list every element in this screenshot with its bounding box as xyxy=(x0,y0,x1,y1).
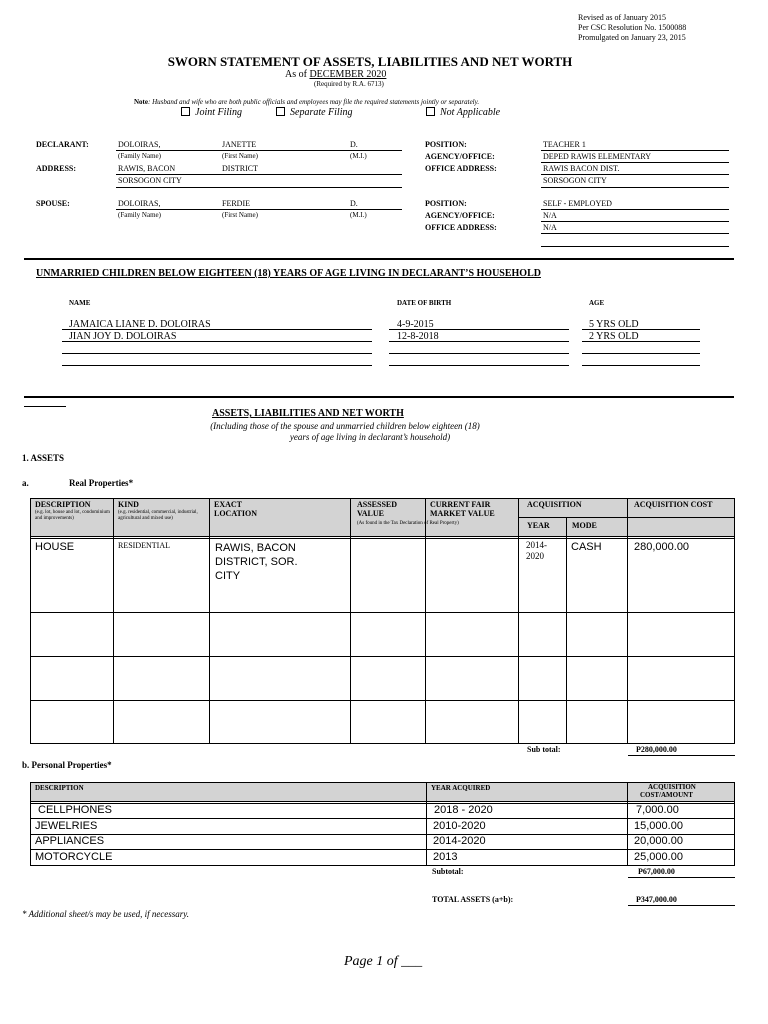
pp-cost: 15,000.00 xyxy=(634,820,683,832)
personal-properties-header-bg xyxy=(30,782,734,801)
promulgation-line: Promulgated on January 23, 2015 xyxy=(578,33,686,42)
declarant-family-name: DOLOIRAS, xyxy=(118,140,161,149)
th-location-2: LOCATION xyxy=(214,509,257,518)
resolution-line: Per CSC Resolution No. 1500088 xyxy=(578,23,687,32)
table-border xyxy=(30,612,735,613)
real-location-line: DISTRICT, SOR. xyxy=(215,556,298,568)
total-underline xyxy=(628,905,735,906)
section-divider xyxy=(24,258,734,260)
first-name-caption: (First Name) xyxy=(222,211,258,219)
real-mode: CASH xyxy=(571,541,602,553)
th-cost: ACQUISITION COST xyxy=(634,500,713,509)
agency-label: AGENCY/OFFICE: xyxy=(425,152,495,161)
child-row-line xyxy=(389,329,569,330)
declarant-position: TEACHER 1 xyxy=(543,140,586,149)
table-border xyxy=(425,498,426,743)
table-border xyxy=(350,498,351,743)
filing-option-label: Not Applicable xyxy=(440,107,501,118)
th-fair-1: CURRENT FAIR xyxy=(430,500,491,509)
child-row-line xyxy=(582,353,700,354)
table-border xyxy=(734,498,735,743)
table-border xyxy=(30,700,735,701)
filing-option-not-applicable[interactable] xyxy=(426,107,500,118)
pp-cost: 25,000.00 xyxy=(634,851,683,863)
agency-line xyxy=(541,221,729,222)
real-year xyxy=(526,540,547,562)
child-row-line xyxy=(582,365,700,366)
table-border xyxy=(30,536,735,537)
child-row-line xyxy=(62,365,372,366)
th-assessed-1: ASSESSED xyxy=(357,500,398,509)
table-border xyxy=(30,782,31,865)
declarant-name-line xyxy=(116,150,402,151)
footnote: * Additional sheet/s may be used, if necessary. xyxy=(22,909,190,919)
table-border xyxy=(426,782,427,865)
as-of-date: DECEMBER 2020 xyxy=(309,69,387,80)
child-row-line xyxy=(389,341,569,342)
table-border xyxy=(113,498,114,743)
address-label: ADDRESS: xyxy=(36,164,77,173)
pp-th-description: DESCRIPTION xyxy=(35,784,84,792)
real-subtotal-label: Sub total: xyxy=(527,745,561,754)
declarant-first-name: JANETTE xyxy=(222,140,257,149)
short-rule xyxy=(24,406,66,407)
real-year-line: 2020 xyxy=(526,551,544,561)
children-heading: UNMARRIED CHILDREN BELOW EIGHTEEN (18) YEARS OF AGE LIVING IN DECLARANT’S HOUSEHOLD xyxy=(36,268,541,279)
family-name-caption: (Family Name) xyxy=(118,211,161,219)
declarant-mi: D. xyxy=(350,140,358,149)
real-properties-letter: a. xyxy=(22,478,29,488)
office-address-line xyxy=(541,233,729,234)
section-divider xyxy=(24,396,734,398)
spouse-agency: N/A xyxy=(543,211,557,220)
children-name-header: NAME xyxy=(69,299,91,307)
table-border xyxy=(627,498,628,743)
table-border xyxy=(30,865,735,866)
pp-description: MOTORCYCLE xyxy=(35,851,113,863)
filing-option-joint[interactable] xyxy=(181,107,242,118)
real-cost: 280,000.00 xyxy=(634,541,690,553)
as-of-label: As of xyxy=(285,69,307,80)
spouse-name-line xyxy=(116,209,402,210)
real-location-line: RAWIS, BACON xyxy=(215,542,296,554)
first-name-caption: (First Name) xyxy=(222,152,258,160)
th-description-sub: (e.g. lot, house and lot, condominium and improvements) xyxy=(35,510,110,521)
real-kind: RESIDENTIAL xyxy=(118,541,170,550)
position-line xyxy=(541,150,729,151)
pp-year: 2014-2020 xyxy=(433,835,486,847)
alnw-heading: ASSETS, LIABILITIES AND NET WORTH xyxy=(212,408,404,419)
pp-th-cost-2: COST/AMOUNT xyxy=(640,791,693,799)
position-label: POSITION: xyxy=(425,199,467,208)
child-row-line xyxy=(389,353,569,354)
checkbox-icon[interactable] xyxy=(426,107,435,116)
pp-description: APPLIANCES xyxy=(35,835,105,847)
pp-description: JEWELRIES xyxy=(35,820,98,832)
position-line xyxy=(541,209,729,210)
table-border xyxy=(30,498,31,743)
total-assets-label: TOTAL ASSETS (a+b): xyxy=(432,895,514,904)
table-border xyxy=(209,498,210,743)
address-line-2 xyxy=(116,187,402,188)
pp-th-cost-1: ACQUISITION xyxy=(648,783,696,791)
th-description: DESCRIPTION xyxy=(35,500,91,509)
address-line-1 xyxy=(116,174,402,175)
child-row-line xyxy=(62,329,372,330)
office-address-line-1 xyxy=(541,174,729,175)
table-border xyxy=(30,498,735,499)
table-border xyxy=(518,498,519,743)
child-name: JIAN JOY D. DOLOIRAS xyxy=(69,331,177,342)
agency-label: AGENCY/OFFICE: xyxy=(425,211,495,220)
child-age: 5 YRS OLD xyxy=(589,319,639,330)
table-border xyxy=(30,801,735,802)
pp-year: 2018 - 2020 xyxy=(434,804,493,816)
checkbox-icon[interactable] xyxy=(181,107,190,116)
alnw-subheading-1: (Including those of the spouse and unmarried children below eighteen (18) xyxy=(210,421,480,431)
table-border xyxy=(734,782,735,865)
mi-caption: (M.I.) xyxy=(350,211,367,219)
declarant-agency: DEPED RAWIS ELEMENTARY xyxy=(543,152,652,161)
table-border xyxy=(30,849,735,850)
child-row-line xyxy=(389,365,569,366)
pp-year: 2010-2020 xyxy=(433,820,486,832)
th-acquisition: ACQUISITION xyxy=(527,500,582,509)
child-dob: 12-8-2018 xyxy=(397,331,439,342)
table-border xyxy=(30,803,735,804)
document-title: SWORN STATEMENT OF ASSETS, LIABILITIES AND NET WORTH xyxy=(167,54,573,69)
checkbox-icon[interactable] xyxy=(276,107,285,116)
page-label: Page 1 of xyxy=(344,954,398,969)
th-value-sub: (As found in the Tax Declaration of Real Property) xyxy=(357,521,459,526)
mi-caption: (M.I.) xyxy=(350,152,367,160)
th-assessed-2: VALUE xyxy=(357,509,384,518)
child-name: JAMAICA LIANE D. DOLOIRAS xyxy=(69,319,211,330)
revision-line: Revised as of January 2015 xyxy=(578,13,666,22)
filing-option-label: Joint Filing xyxy=(195,107,242,118)
revision-note xyxy=(578,13,686,43)
table-border xyxy=(30,743,735,744)
children-dob-header: DATE OF BIRTH xyxy=(397,299,452,307)
table-border xyxy=(627,782,628,865)
office-address-line-2 xyxy=(541,187,729,188)
filing-option-separate[interactable] xyxy=(276,107,353,118)
pp-year: 2013 xyxy=(433,851,458,863)
office-address-label: OFFICE ADDRESS: xyxy=(425,223,497,232)
note xyxy=(134,98,479,106)
th-year: YEAR xyxy=(527,521,550,530)
th-mode: MODE xyxy=(572,521,597,530)
family-name-caption: (Family Name) xyxy=(118,152,161,160)
real-subtotal-value: P280,000.00 xyxy=(636,745,677,754)
spouse-first-name: FERDIE xyxy=(222,199,250,208)
declarant-address-1a: RAWIS, BACON xyxy=(118,164,176,173)
th-kind: KIND xyxy=(118,500,139,509)
table-border xyxy=(566,517,567,743)
spouse-family-name: DOLOIRAS, xyxy=(118,199,161,208)
agency-line xyxy=(541,162,729,163)
required-by: (Required by R.A. 6713) xyxy=(314,80,384,88)
declarant-label: DECLARANT: xyxy=(36,140,89,149)
pp-cost: 20,000.00 xyxy=(634,835,683,847)
page-number xyxy=(344,954,422,970)
position-label: POSITION: xyxy=(425,140,467,149)
child-row-line xyxy=(582,329,700,330)
th-kind-sub: (e.g. residential, commercial, industrial, agricultural and mixed use) xyxy=(118,510,198,521)
child-dob: 4-9-2015 xyxy=(397,319,434,330)
note-label: Note xyxy=(134,98,148,106)
real-properties-label: Real Properties* xyxy=(69,478,134,488)
total-assets-value: P347,000.00 xyxy=(636,895,677,904)
alnw-subheading-2: years of age living in declarant’s household) xyxy=(289,432,451,442)
spouse-mi: D. xyxy=(350,199,358,208)
child-row-line xyxy=(62,341,372,342)
pp-subtotal-label: Subtotal: xyxy=(432,867,464,876)
subtotal-underline xyxy=(628,877,735,878)
real-description: HOUSE xyxy=(35,541,75,553)
real-location xyxy=(215,541,298,583)
child-row-line xyxy=(582,341,700,342)
declarant-address-2: SORSOGON CITY xyxy=(118,176,182,185)
real-year-line: 2014- xyxy=(526,540,547,550)
declarant-office-address-2: SORSOGON CITY xyxy=(543,176,607,185)
office-address-label: OFFICE ADDRESS: xyxy=(425,164,497,173)
table-border xyxy=(30,834,735,835)
pp-subtotal-value: P67,000.00 xyxy=(638,867,675,876)
spouse-position: SELF - EMPLOYED xyxy=(543,199,612,208)
children-age-header: AGE xyxy=(589,299,605,307)
subtotal-underline xyxy=(628,755,735,756)
spouse-office-address: N/A xyxy=(543,223,557,232)
pp-description: CELLPHONES xyxy=(38,804,112,816)
table-border xyxy=(30,538,735,539)
note-text: : Husband and wife who are both public officials and employees may file the required statements jointly or separately. xyxy=(148,98,480,106)
filing-option-label: Separate Filing xyxy=(290,107,353,118)
pp-cost: 7,000.00 xyxy=(636,804,679,816)
declarant-office-address-1: RAWIS BACON DIST. xyxy=(543,164,620,173)
personal-properties-label: b. Personal Properties* xyxy=(22,760,112,770)
table-border xyxy=(30,782,735,783)
table-border xyxy=(30,656,735,657)
th-location-1: EXACT xyxy=(214,500,243,509)
as-of-line xyxy=(285,69,386,80)
child-age: 2 YRS OLD xyxy=(589,331,639,342)
office-address-line-2 xyxy=(541,246,729,247)
real-location-line: CITY xyxy=(215,570,241,582)
page-total-blank: ___ xyxy=(401,954,423,969)
th-fair-2: MARKET VALUE xyxy=(430,509,495,518)
table-border xyxy=(30,818,735,819)
assets-heading: 1. ASSETS xyxy=(22,453,65,463)
child-row-line xyxy=(62,353,372,354)
declarant-address-1b: DISTRICT xyxy=(222,164,258,173)
pp-th-year: YEAR ACQUIRED xyxy=(431,784,491,792)
spouse-label: SPOUSE: xyxy=(36,199,70,208)
